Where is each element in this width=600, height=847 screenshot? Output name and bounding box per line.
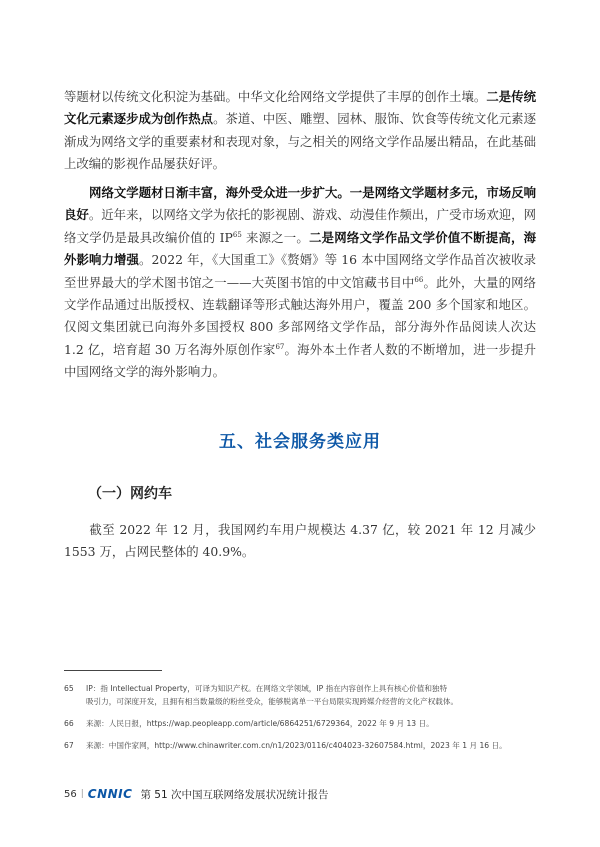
footer-separator: | [80,789,84,799]
report-title: 第 51 次中国互联网络发展状况统计报告 [140,788,329,801]
para2-bold-1: 网络文学题材日渐丰富，海外受众进一步扩大。一是网络文学题材多元，市场反响良好 [64,185,536,223]
para2-text-3: 。2022 年，《大国重工》《赘婿》等 16 本中国网络文学作品首次被收录至世界最大的学术图书馆之一——大英图书馆的中文馆藏书目中 [64,252,537,290]
para2-text-5: 。海外本土作者人数的不断增加，进一步提升中国网络文学的海外影响力。 [64,341,536,380]
page-number: 56 [64,788,77,800]
section-title: 五、社会服务类应用 [219,432,381,452]
cnnic-logo: CNNIC [87,787,133,801]
footnote-66 [64,717,544,730]
paragraph-traditional-culture [64,86,536,176]
footnote-ref-66[interactable]: 66 [414,275,424,284]
footnote-ref-65[interactable]: 65 [232,230,242,239]
para1-text-2: 。茶道、中医、雕塑、园林、服饰、饮食等传统文化元素逐渐成为网络文学的重要素材和表现对象，与之相关的网络文学作品屡出精品，在此基础上改编的影视作品屡获好评。 [64,111,536,172]
para2-text-4: 。此外，大量的网络文学作品通过出版授权、连载翻译等形式触达海外用户，覆盖 200 多个国家和地区。仅阅文集团就已向海外多国授权 800 多部网络文学作品，部分海外作品阅读人次达 1.2 亿，培育超 30 万名海外原创作家 [64,274,537,357]
para2-text-1: 。近年来，以网络文学为依托的影视剧、游戏、动漫佳作频出，广受市场欢迎，网络文学仍是最具改编价值的 IP [64,207,536,245]
subsection-title: （一）网约车 [88,486,172,502]
footnote-number: 65 [64,684,74,693]
para1-bold-1: 二是传统文化元素逐步成为创作热点 [64,89,536,127]
paragraph-web-literature-overseas [64,182,536,384]
footnote-65 [64,682,544,708]
footnote-67 [64,739,544,752]
footnote-source-link[interactable]: 来源：人民日报，https://wap.peopleapp.com/article/6864251/6729364，2022 年 9 月 13 日。 [86,719,434,728]
footnote-divider [64,670,162,671]
footnote-text: IP：指 Intellectual Property，可译为知识产权。在网络文学领域，IP 指在内容创作上具有核心价值和独特 [86,684,448,693]
footnote-text-continued: 吸引力，可深度开发，且拥有相当数量级的粉丝受众，能够脱离单一平台局限实现跨媒介经营的文化产权载体。 [86,697,459,706]
footnote-number: 66 [64,719,74,728]
para2-bold-2: 二是网络文学作品文学价值不断提高，海外影响力增强 [64,229,537,268]
para2-text-2: 来源之一。 [241,229,310,245]
footnote-ref-67[interactable]: 67 [275,342,285,351]
para3-text: 截至 2022 年 12 月，我国网约车用户规模达 4.37 亿，较 2021 年 12 月减少 1553 万，占网民整体的 40.9%。 [64,522,536,560]
paragraph-ride-hailing [64,519,536,564]
para1-text-1: 等题材以传统文化积淀为基础。中华文化给网络文学提供了丰厚的创作土壤。 [64,89,487,104]
footnote-number: 67 [64,741,74,750]
page-footer [64,786,329,802]
footnote-source-link[interactable]: 来源：中国作家网，http://www.chinawriter.com.cn/n1/2023/0116/c404023-32607584.html，2023 年 1 月 16 日。 [86,741,507,750]
